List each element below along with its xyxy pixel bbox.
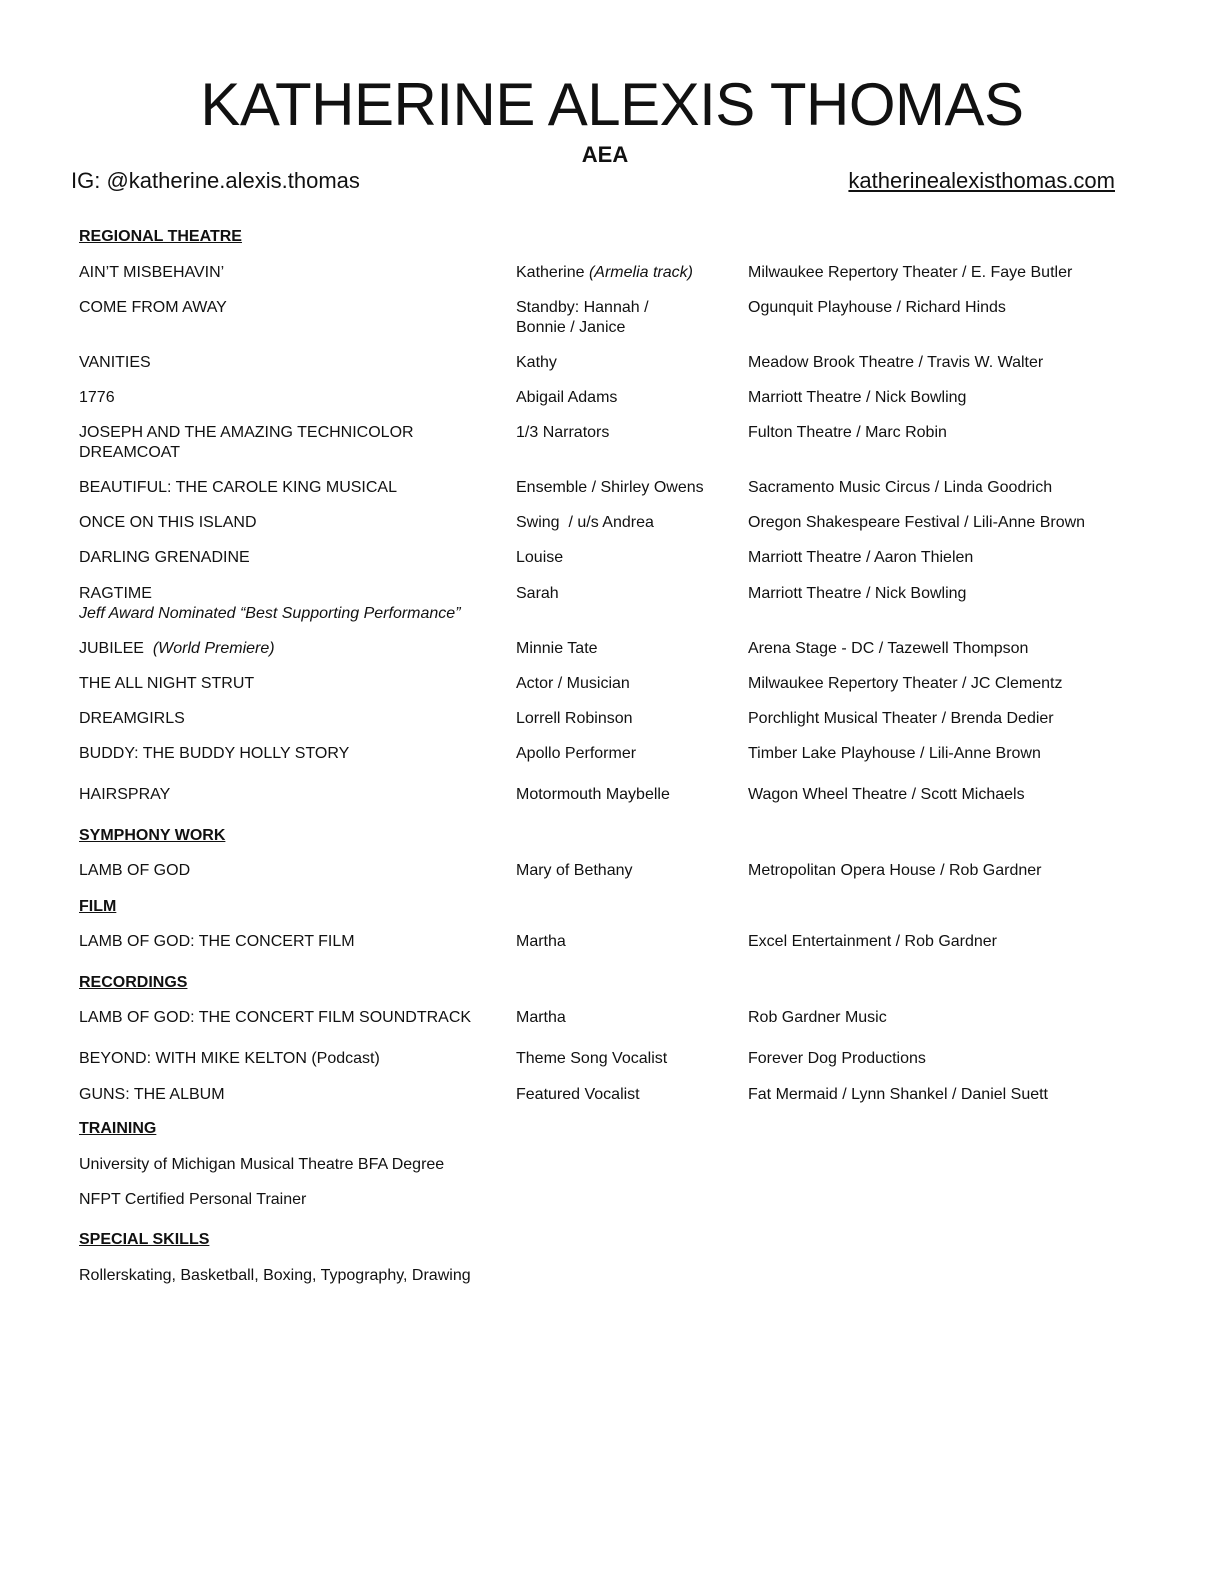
show-title: LAMB OF GOD [79,862,191,879]
role: Katherine [516,264,585,281]
performer-name: KATHERINE ALEXIS THOMAS [200,71,1024,138]
role-cell [516,263,726,283]
role: 1/3 Narrators [516,424,610,441]
role: Standby: Hannah / [516,299,649,316]
show-title-cell [79,584,499,624]
union-affiliation: AEA [581,142,629,167]
venue-director: Wagon Wheel Theatre / Scott Michaels [748,786,1025,803]
role-line-2: Bonnie / Janice [516,319,626,336]
role: Abigail Adams [516,389,618,406]
show-title: LAMB OF GOD: THE CONCERT FILM SOUNDTRACK [79,1009,472,1026]
show-title: RAGTIME [79,585,152,602]
show-title: JUBILEE [79,640,144,657]
skills-text: Rollerskating, Basketball, Boxing, Typography, Drawing [79,1267,471,1284]
show-title: 1776 [79,389,115,406]
section-heading-regional-theatre: REGIONAL THEATRE [79,228,242,245]
section-heading-training: TRAINING [79,1120,157,1137]
role: Mary of Bethany [516,862,633,879]
training-text: University of Michigan Musical Theatre BFA Degree [79,1156,445,1173]
venue-director: Milwaukee Repertory Theater / JC Clementz [748,675,1063,692]
venue-director: Marriott Theatre / Nick Bowling [748,389,967,406]
role: Martha [516,933,566,950]
show-title: LAMB OF GOD: THE CONCERT FILM [79,933,355,950]
venue-director: Milwaukee Repertory Theater / E. Faye Butler [748,264,1073,281]
venue-director: Metropolitan Opera House / Rob Gardner [748,862,1042,879]
show-title: DREAMGIRLS [79,710,185,727]
show-title: JOSEPH AND THE AMAZING TECHNICOLOR [79,424,414,441]
venue-director: Fat Mermaid / Lynn Shankel / Daniel Suett [748,1086,1048,1103]
role: Minnie Tate [516,640,598,657]
role: Ensemble / Shirley Owens [516,479,704,496]
show-title: COME FROM AWAY [79,299,227,316]
award-note: Jeff Award Nominated “Best Supporting Performance” [79,605,461,622]
venue-director: Marriott Theatre / Aaron Thielen [748,549,974,566]
venue-director: Fulton Theatre / Marc Robin [748,424,947,441]
show-title-cell [79,423,499,463]
role: Swing / u/s Andrea [516,514,654,531]
show-title: ONCE ON THIS ISLAND [79,514,257,531]
role-note: (Armelia track) [588,264,693,281]
website-link[interactable]: katherinealexisthomas.com [848,168,1115,193]
instagram-handle: IG: @katherine.alexis.thomas [71,168,360,193]
show-title-line-2: DREAMCOAT [79,444,181,461]
training-text: NFPT Certified Personal Trainer [79,1191,307,1208]
premiere-note: (World Premiere) [152,640,275,657]
role: Motormouth Maybelle [516,786,670,803]
role-cell [516,298,726,338]
venue-director: Rob Gardner Music [748,1009,887,1026]
role: Kathy [516,354,557,371]
role: Louise [516,549,564,566]
role: Apollo Performer [516,745,637,762]
show-title: HAIRSPRAY [79,786,171,803]
venue-director: Meadow Brook Theatre / Travis W. Walter [748,354,1044,371]
role: Theme Song Vocalist [516,1050,668,1067]
venue-director: Oregon Shakespeare Festival / Lili-Anne Brown [748,514,1086,531]
show-title: GUNS: THE ALBUM [79,1086,225,1103]
show-title: BEAUTIFUL: THE CAROLE KING MUSICAL [79,479,397,496]
role: Actor / Musician [516,675,630,692]
section-heading-symphony-work: SYMPHONY WORK [79,827,226,844]
venue-director: Marriott Theatre / Nick Bowling [748,585,967,602]
role: Lorrell Robinson [516,710,633,727]
venue-director: Porchlight Musical Theater / Brenda Dedier [748,710,1054,727]
role: Martha [516,1009,566,1026]
venue-director: Timber Lake Playhouse / Lili-Anne Brown [748,745,1041,762]
role: Featured Vocalist [516,1086,640,1103]
venue-director: Sacramento Music Circus / Linda Goodrich [748,479,1053,496]
show-title: DARLING GRENADINE [79,549,250,566]
show-title: VANITIES [79,354,151,371]
section-heading-film: FILM [79,898,117,915]
show-title-cell [79,639,499,659]
section-heading-special-skills: SPECIAL SKILLS [79,1231,210,1248]
venue-director: Ogunquit Playhouse / Richard Hinds [748,299,1006,316]
show-title: AIN’T MISBEHAVIN’ [79,264,225,281]
venue-director: Arena Stage - DC / Tazewell Thompson [748,640,1029,657]
show-title: BUDDY: THE BUDDY HOLLY STORY [79,745,350,762]
venue-director: Excel Entertainment / Rob Gardner [748,933,998,950]
venue-director: Forever Dog Productions [748,1050,926,1067]
section-heading-recordings: RECORDINGS [79,974,188,991]
show-title: BEYOND: WITH MIKE KELTON (Podcast) [79,1050,380,1067]
show-title: THE ALL NIGHT STRUT [79,675,255,692]
role: Sarah [516,585,559,602]
